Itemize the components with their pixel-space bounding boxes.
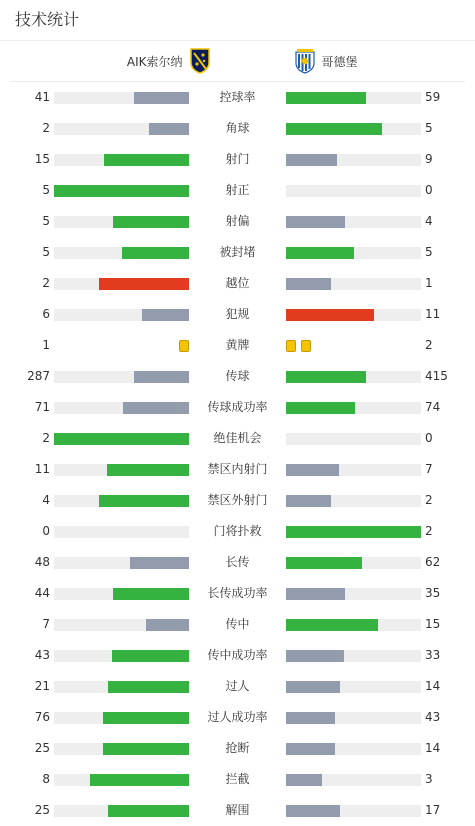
away-bar-track: [286, 402, 421, 414]
home-value: 2: [42, 431, 50, 445]
home-value: 6: [42, 307, 50, 321]
away-bar-track: [286, 650, 421, 662]
stat-label: 角球: [225, 121, 250, 135]
away-value: 9: [425, 152, 433, 166]
home-bar-track: [54, 526, 189, 538]
away-bar-fill: [286, 371, 366, 383]
stat-row: [0, 671, 475, 702]
stat-row: [0, 82, 475, 113]
stat-row: [0, 423, 475, 454]
away-bar-track: [286, 774, 421, 786]
home-value: 43: [34, 648, 50, 662]
stat-label: 传中: [225, 617, 250, 631]
stat-row: [0, 516, 475, 547]
away-value: 43: [425, 710, 441, 724]
home-bar-fill: [134, 92, 189, 104]
away-bar-track: [286, 681, 421, 693]
stat-label: 解围: [225, 803, 250, 817]
teams-header: [10, 41, 465, 82]
stat-label: 过人: [225, 679, 250, 693]
home-bar-track: [54, 216, 189, 228]
home-bar-fill: [99, 495, 189, 507]
away-team-name: 哥德堡: [321, 54, 358, 69]
home-bar-track: [54, 402, 189, 414]
away-value: 2: [425, 338, 433, 352]
home-bar-track: [54, 650, 189, 662]
home-value: 25: [34, 741, 50, 755]
aik-crest-icon: [189, 48, 211, 74]
away-bar-track: [286, 619, 421, 631]
home-bar-track: [54, 464, 189, 476]
away-value: 0: [425, 183, 433, 197]
home-bar-fill: [112, 650, 189, 662]
home-bar-track: [54, 433, 189, 445]
home-bar-fill: [54, 185, 189, 197]
home-bar-fill: [113, 216, 189, 228]
stat-row: [0, 237, 475, 268]
home-value: 2: [42, 121, 50, 135]
stat-row: [0, 702, 475, 733]
away-bar-fill: [286, 619, 378, 631]
home-bar-track: [54, 247, 189, 259]
home-bar-track: [54, 805, 189, 817]
home-value: 76: [34, 710, 50, 724]
away-value: 1: [425, 276, 433, 290]
away-bar-fill: [286, 309, 374, 321]
home-bar-track: [54, 774, 189, 786]
away-bar-fill: [286, 464, 339, 476]
stat-label: 射门: [225, 152, 250, 166]
stat-row: [0, 454, 475, 485]
away-bar-track: [286, 309, 421, 321]
away-value: 7: [425, 462, 433, 476]
home-value: 48: [34, 555, 50, 569]
away-bar-track: [286, 805, 421, 817]
away-value: 3: [425, 772, 433, 786]
away-bar-track: [286, 278, 421, 290]
ifk-goteborg-crest-icon: [294, 48, 316, 74]
away-bar-track: [286, 464, 421, 476]
away-value: 74: [425, 400, 441, 414]
stat-label: 犯规: [225, 307, 250, 321]
stat-row: [0, 609, 475, 640]
stat-label: 黄牌: [225, 338, 250, 352]
stat-label: 长传: [225, 555, 250, 569]
stat-label: 长传成功率: [207, 586, 268, 600]
home-bar-track: [54, 619, 189, 631]
away-bar-track: [286, 123, 421, 135]
home-bar-fill: [103, 712, 189, 724]
away-value: 0: [425, 431, 433, 445]
away-bar-fill: [286, 278, 331, 290]
stat-label: 绝佳机会: [213, 431, 262, 445]
stat-row: [0, 268, 475, 299]
away-bar-track: [286, 712, 421, 724]
home-value: 8: [42, 772, 50, 786]
away-bar-track: [286, 92, 421, 104]
away-bar-fill: [286, 743, 335, 755]
away-bar-fill: [286, 402, 355, 414]
away-bar-track: [286, 433, 421, 445]
home-value: 1: [42, 338, 50, 352]
home-bar-track: [54, 557, 189, 569]
stat-row: [0, 795, 475, 826]
away-value: 14: [425, 679, 441, 693]
home-bar-track: [54, 712, 189, 724]
away-bar-fill: [286, 588, 345, 600]
stat-label: 控球率: [219, 90, 256, 104]
home-value: 0: [42, 524, 50, 538]
home-bar-track: [54, 588, 189, 600]
home-bar-fill: [90, 774, 189, 786]
away-value: 5: [425, 245, 433, 259]
stat-label: 传球成功率: [207, 400, 268, 414]
home-value: 15: [34, 152, 50, 166]
home-bar-fill: [123, 402, 189, 414]
away-value: 17: [425, 803, 441, 817]
away-team[interactable]: [294, 41, 358, 81]
stat-label: 拦截: [225, 772, 250, 786]
stat-label: 被封堵: [219, 245, 256, 259]
home-bar-fill: [103, 743, 189, 755]
home-bar-fill: [149, 123, 190, 135]
home-value: 41: [34, 90, 50, 104]
home-bar-fill: [142, 309, 189, 321]
stat-row: [0, 485, 475, 516]
away-bar-track: [286, 216, 421, 228]
home-bar-track: [54, 743, 189, 755]
page-title: 技术统计: [0, 0, 475, 41]
stat-label: 越位: [225, 276, 250, 290]
away-bar-fill: [286, 650, 344, 662]
stat-row: [0, 113, 475, 144]
away-bar-track: [286, 526, 421, 538]
away-value: 2: [425, 493, 433, 507]
home-bar-track: [54, 154, 189, 166]
home-value: 5: [42, 245, 50, 259]
stat-row: [0, 361, 475, 392]
home-bar-fill: [130, 557, 189, 569]
home-value: 287: [27, 369, 50, 383]
stat-label: 传球: [225, 369, 250, 383]
stat-row: [0, 144, 475, 175]
home-value: 5: [42, 214, 50, 228]
home-bar-fill: [99, 278, 189, 290]
stat-label: 禁区外射门: [207, 493, 268, 507]
stat-row: [0, 733, 475, 764]
stat-row: [0, 299, 475, 330]
away-bar-fill: [286, 712, 335, 724]
away-bar-fill: [286, 495, 331, 507]
away-value: 4: [425, 214, 433, 228]
stat-row: [0, 392, 475, 423]
stat-row: [0, 206, 475, 237]
home-bar-track: [54, 185, 189, 197]
stat-label: 抢断: [225, 741, 250, 755]
home-bar-fill: [134, 371, 189, 383]
away-value: 35: [425, 586, 441, 600]
away-bar-fill: [286, 526, 421, 538]
away-bar-fill: [286, 216, 345, 228]
home-bar-fill: [104, 154, 189, 166]
away-value: 2: [425, 524, 433, 538]
home-bar-track: [54, 681, 189, 693]
home-bar-track: [54, 123, 189, 135]
yellow-card-icon: [301, 340, 311, 352]
away-bar-fill: [286, 123, 382, 135]
stat-row: [0, 175, 475, 206]
home-bar-fill: [54, 433, 189, 445]
home-value: 25: [34, 803, 50, 817]
stat-row: [0, 640, 475, 671]
away-bar-fill: [286, 681, 340, 693]
home-bar-track: [54, 278, 189, 290]
away-bar-track: [286, 588, 421, 600]
away-bar-track: [286, 154, 421, 166]
home-value: 4: [42, 493, 50, 507]
home-bar-fill: [146, 619, 189, 631]
away-bar-track: [286, 247, 421, 259]
away-value: 14: [425, 741, 441, 755]
stat-row: [0, 764, 475, 795]
home-bar-fill: [108, 681, 189, 693]
home-value: 5: [42, 183, 50, 197]
away-bar-fill: [286, 805, 340, 817]
home-value: 7: [42, 617, 50, 631]
away-bar-track: [286, 185, 421, 197]
home-value: 2: [42, 276, 50, 290]
away-value: 62: [425, 555, 441, 569]
away-value: 33: [425, 648, 441, 662]
away-bar-track: [286, 495, 421, 507]
home-bar-fill: [122, 247, 190, 259]
stat-label: 射正: [225, 183, 250, 197]
away-bar-fill: [286, 92, 366, 104]
away-value: 415: [425, 369, 448, 383]
stat-row: [0, 547, 475, 578]
home-bar-track: [54, 495, 189, 507]
stat-label: 禁区内射门: [207, 462, 268, 476]
away-bar-fill: [286, 247, 354, 259]
away-value: 15: [425, 617, 441, 631]
stat-label: 射偏: [225, 214, 250, 228]
home-value: 71: [34, 400, 50, 414]
home-bar-fill: [107, 464, 189, 476]
home-value: 11: [34, 462, 50, 476]
away-value: 59: [425, 90, 441, 104]
home-team[interactable]: [127, 41, 211, 81]
away-bar-track: [286, 371, 421, 383]
away-bar-track: [286, 557, 421, 569]
home-bar-track: [54, 92, 189, 104]
yellow-card-icon: [286, 340, 296, 352]
home-bar-track: [54, 371, 189, 383]
stat-row: [0, 330, 475, 361]
stat-label: 门将扑救: [213, 524, 262, 538]
away-bar-fill: [286, 557, 362, 569]
home-value: 21: [34, 679, 50, 693]
away-bar-fill: [286, 154, 337, 166]
away-value: 11: [425, 307, 441, 321]
stat-label: 过人成功率: [207, 710, 268, 724]
home-value: 44: [34, 586, 50, 600]
stat-label: 传中成功率: [207, 648, 268, 662]
home-bar-fill: [108, 805, 189, 817]
yellow-card-icon: [179, 340, 189, 352]
stat-row: [0, 578, 475, 609]
away-bar-fill: [286, 774, 322, 786]
home-team-name: AIK索尔纳: [126, 54, 183, 69]
away-value: 5: [425, 121, 433, 135]
home-bar-track: [54, 309, 189, 321]
home-bar-fill: [113, 588, 189, 600]
away-bar-track: [286, 743, 421, 755]
